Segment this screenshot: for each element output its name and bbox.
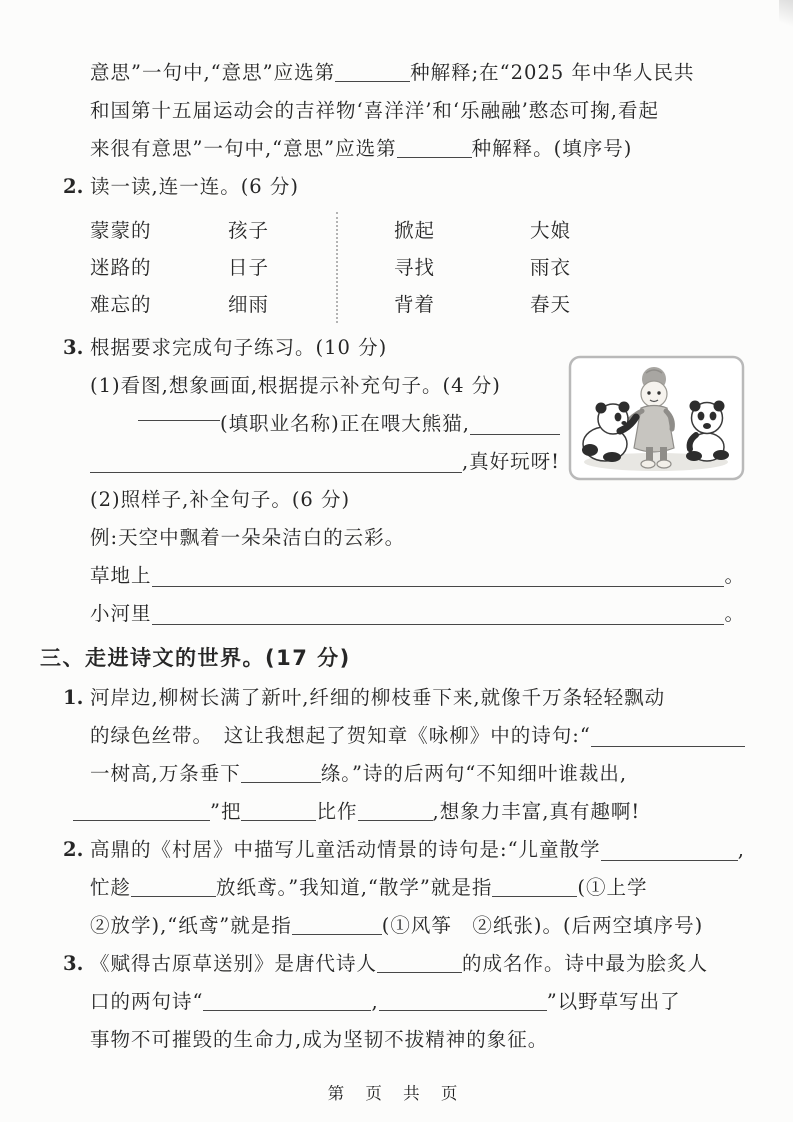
sub-question-label: (1)看图,想象画面,根据提示补充句子。(4 分) bbox=[90, 374, 501, 397]
text-segment: 。 bbox=[724, 602, 745, 625]
fill-blank bbox=[241, 767, 321, 783]
match-col-nouns-left bbox=[228, 212, 336, 323]
fill-blank bbox=[152, 586, 725, 587]
text-segment: 放纸鸢。”我知道,“散学”就是指 bbox=[216, 876, 493, 899]
text-segment: 草地上 bbox=[90, 564, 152, 587]
text-segment: ”以野草写出了 bbox=[546, 990, 681, 1013]
question3-sub1 bbox=[90, 367, 745, 481]
text-line bbox=[90, 755, 745, 793]
fill-blank bbox=[152, 624, 725, 625]
text-segment: 。 bbox=[724, 564, 745, 587]
text-segment: ②放学),“纸鸢”就是指 bbox=[90, 914, 292, 937]
text-segment: 来很有意思”一句中,“意思”应选第 bbox=[90, 137, 397, 160]
text-segment: ,真好玩呀! bbox=[461, 450, 560, 473]
fill-blank bbox=[379, 995, 547, 1011]
text-line bbox=[63, 945, 745, 983]
text-segment: 《赋得古原草送别》是唐代诗人 bbox=[90, 952, 378, 975]
sub-question-label: (2)照样子,补全句子。(6 分) bbox=[90, 488, 351, 511]
match-item: 孩子 bbox=[228, 219, 270, 242]
section3-heading: 三、走进诗文的世界。(17 分) bbox=[40, 646, 351, 670]
section3-question1 bbox=[63, 679, 745, 831]
fill-blank bbox=[591, 746, 745, 747]
sub2-example-line bbox=[90, 519, 745, 557]
text-segment: 口的两句诗“ bbox=[90, 990, 204, 1013]
text-segment: (①风筝 ②纸张)。(后两空填序号) bbox=[381, 914, 704, 937]
match-col-nouns-right bbox=[530, 212, 571, 323]
match-item: 雨衣 bbox=[530, 256, 572, 279]
text-segment: (填职业名称)正在喂大熊猫, bbox=[220, 412, 470, 435]
sub1-fill-line2 bbox=[90, 443, 560, 481]
match-col-adjectives bbox=[90, 212, 228, 323]
matching-exercise bbox=[90, 212, 745, 323]
scan-artifact bbox=[779, 0, 793, 34]
text-segment: 的绿色丝带。 这让我想起了贺知章《咏柳》中的诗句:“ bbox=[90, 724, 591, 747]
text-segment: 小河里 bbox=[90, 602, 152, 625]
text-segment: , bbox=[371, 990, 379, 1013]
sub1-fill-line1 bbox=[90, 405, 560, 443]
question-title: 根据要求完成句子练习。(10 分) bbox=[90, 336, 388, 359]
question-number: 3. bbox=[63, 336, 84, 359]
match-item: 难忘的 bbox=[90, 293, 152, 316]
match-item: 大娘 bbox=[530, 219, 572, 242]
match-item: 掀起 bbox=[394, 219, 436, 242]
match-item: 寻找 bbox=[394, 256, 436, 279]
match-item: 蒙蒙的 bbox=[90, 219, 152, 242]
question-title: 读一读,连一连。(6 分) bbox=[90, 175, 300, 198]
text-segment: 一树高,万条垂下 bbox=[90, 762, 241, 785]
sub2-label-line bbox=[90, 481, 745, 519]
text-segment: 意思”一句中,“意思”应选第 bbox=[90, 61, 336, 84]
fill-blank bbox=[292, 919, 382, 935]
fill-blank bbox=[470, 434, 560, 435]
text-line bbox=[90, 907, 745, 945]
text-line bbox=[90, 1021, 745, 1059]
example-sentence: 例:天空中飘着一朵朵洁白的云彩。 bbox=[90, 526, 406, 549]
fill-blank bbox=[397, 142, 472, 158]
text-segment: 忙趁 bbox=[90, 876, 132, 899]
fill-blank bbox=[358, 805, 433, 821]
question3 bbox=[63, 329, 745, 633]
text-segment: ,想象力丰富,真有趣啊! bbox=[432, 800, 641, 823]
fill-blank bbox=[90, 472, 462, 473]
fill-blank bbox=[335, 66, 410, 82]
fill-blank bbox=[601, 860, 738, 861]
text-line bbox=[73, 793, 745, 831]
fill-blank bbox=[377, 957, 462, 973]
text-segment: 的成名作。诗中最为脍炙人 bbox=[462, 952, 709, 975]
text-line bbox=[90, 92, 745, 130]
section3-question2 bbox=[63, 831, 745, 945]
text-segment: 种解释。(填序号) bbox=[471, 137, 633, 160]
text-segment: ”把 bbox=[210, 800, 242, 823]
question2-title-line bbox=[63, 168, 745, 206]
section3-question3 bbox=[63, 945, 745, 1059]
text-segment: 河岸边,柳树长满了新叶,纤细的柳枝垂下来,就像千万条轻轻飘动 bbox=[90, 686, 666, 709]
sub2-fill-line2 bbox=[90, 595, 745, 633]
text-segment: (①上学 bbox=[577, 876, 648, 899]
exam-content bbox=[40, 54, 745, 1059]
match-divider bbox=[336, 212, 338, 323]
panda-feeding-illustration bbox=[568, 355, 745, 481]
match-item: 迷路的 bbox=[90, 256, 152, 279]
question-number: 2. bbox=[63, 175, 84, 198]
fill-blank bbox=[241, 805, 316, 821]
sub2-fill-line1 bbox=[90, 557, 745, 595]
match-item: 春天 bbox=[530, 293, 572, 316]
text-segment: 种解释;在“2025 年中华人民共 bbox=[410, 61, 695, 84]
text-line bbox=[90, 983, 745, 1021]
text-segment: 事物不可摧毁的生命力,成为坚韧不拔精神的象征。 bbox=[90, 1028, 549, 1051]
text-segment: 和国第十五届运动会的吉祥物‘喜洋洋’和‘乐融融’憨态可掬,看起 bbox=[90, 99, 659, 122]
page-footer: 第 页 共 页 bbox=[327, 1084, 466, 1103]
text-line bbox=[90, 130, 745, 168]
text-line bbox=[63, 679, 745, 717]
section3 bbox=[40, 637, 745, 1059]
fill-blank bbox=[492, 881, 577, 897]
fill-blank bbox=[131, 881, 216, 897]
match-item: 细雨 bbox=[228, 293, 270, 316]
text-line bbox=[90, 54, 745, 92]
text-segment: 比作 bbox=[316, 800, 358, 823]
match-col-verbs bbox=[394, 212, 530, 323]
fill-blank bbox=[73, 805, 210, 821]
question-number: 3. bbox=[63, 952, 84, 975]
question2 bbox=[63, 168, 745, 323]
question-number: 2. bbox=[63, 838, 84, 861]
question3-sub2 bbox=[90, 481, 745, 633]
text-segment: 绦。”诗的后两句“不知细叶谁裁出, bbox=[320, 762, 628, 785]
text-line bbox=[90, 717, 745, 755]
text-segment: , bbox=[737, 838, 745, 861]
question1-continuation bbox=[90, 54, 745, 168]
text-segment: 高鼎的《村居》中描写儿童活动情景的诗句是:“儿童散学 bbox=[90, 838, 601, 861]
match-item: 背着 bbox=[394, 293, 436, 316]
fill-blank bbox=[138, 405, 220, 421]
match-item: 日子 bbox=[228, 256, 270, 279]
fill-blank bbox=[203, 995, 371, 1011]
text-line bbox=[63, 831, 745, 869]
text-line bbox=[90, 869, 745, 907]
question-number: 1. bbox=[63, 686, 84, 709]
